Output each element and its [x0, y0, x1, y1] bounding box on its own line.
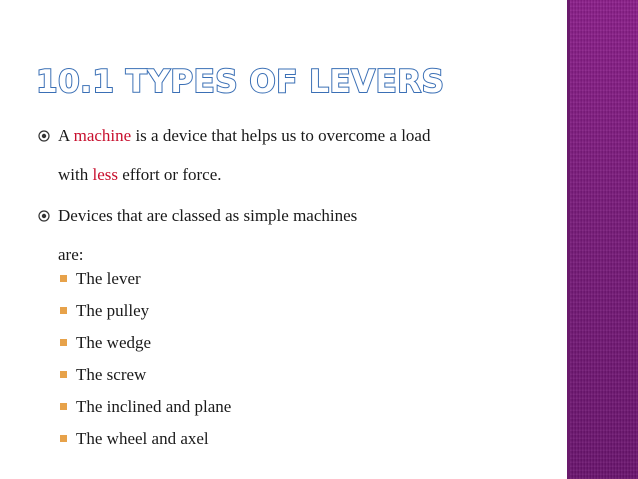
text-run: with	[58, 165, 93, 184]
square-bullet-icon	[60, 275, 67, 282]
list-item-text: The pulley	[76, 301, 150, 320]
square-bullet-icon	[60, 435, 67, 442]
bullet-simple-machines	[38, 205, 558, 227]
bullet-machine-definition	[38, 125, 558, 147]
list-item-text: The screw	[76, 365, 147, 384]
list-item-text: The wedge	[76, 333, 152, 352]
decorative-side-band	[570, 0, 638, 479]
text-run: A	[58, 126, 74, 145]
square-bullet-icon	[60, 403, 67, 410]
slide-title: 10.1 TYPES OF LEVERS	[36, 64, 445, 100]
list-item-text: The lever	[76, 269, 141, 288]
list-item-text: The wheel and axel	[76, 429, 209, 448]
target-circle-icon	[38, 130, 50, 142]
list-item-text: The inclined and plane	[76, 397, 232, 416]
highlight-machine: machine	[73, 126, 132, 145]
bullet-continuation: are:	[58, 245, 84, 264]
text-run: effort or force.	[117, 165, 222, 184]
square-bullet-icon	[60, 307, 67, 314]
bullet-text	[58, 125, 430, 147]
bullet-text: Devices that are classed as simple machines	[58, 206, 358, 225]
target-circle-icon	[38, 210, 50, 222]
square-bullet-icon	[60, 371, 67, 378]
highlight-less: less	[92, 165, 118, 184]
text-run: is a device that helps us to overcome a load	[131, 126, 431, 145]
bullet-continuation	[58, 164, 222, 186]
square-bullet-icon	[60, 339, 67, 346]
